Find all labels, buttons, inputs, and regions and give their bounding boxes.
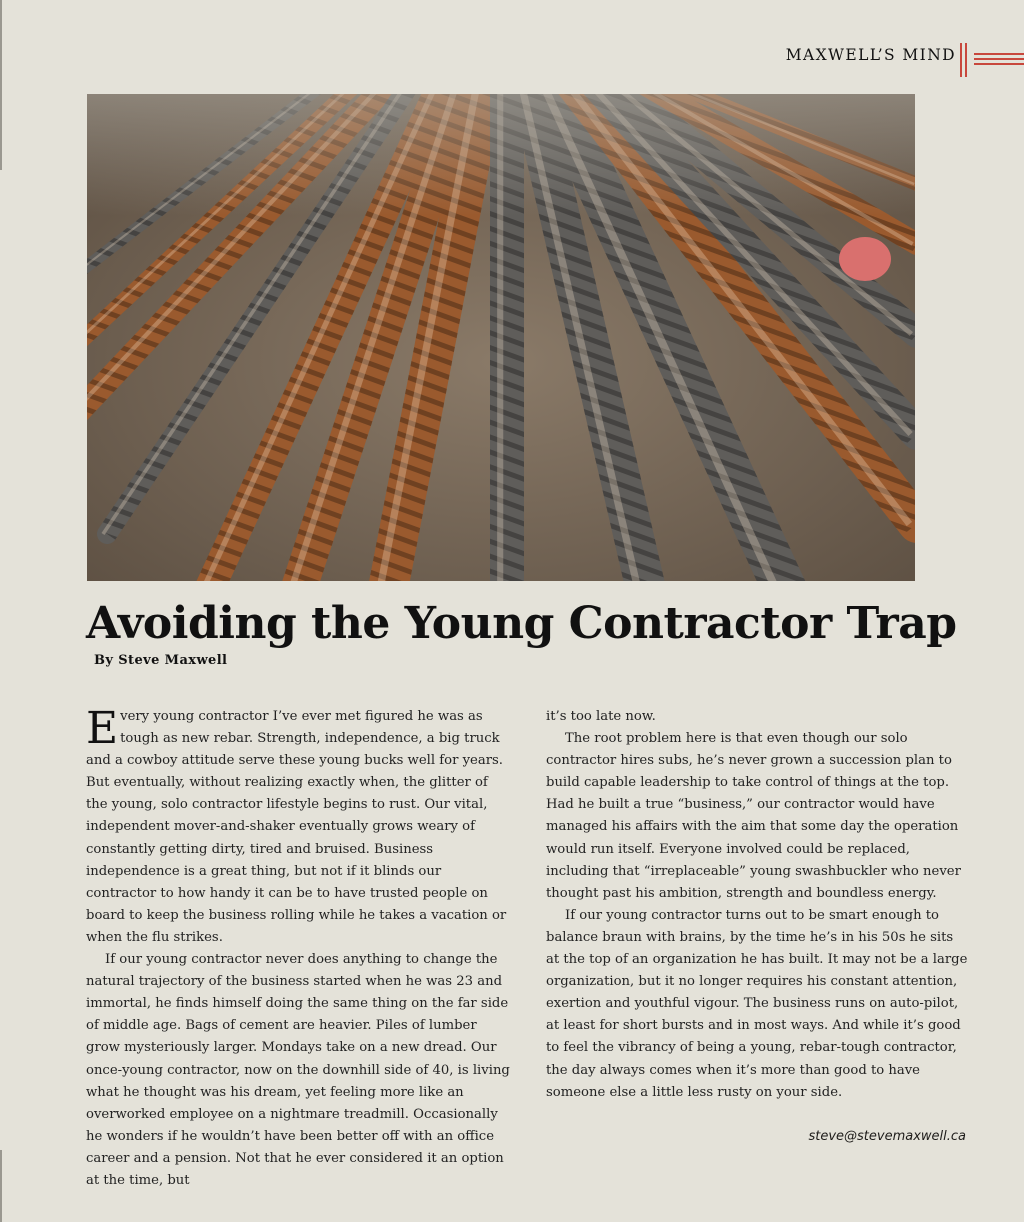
header-accent-bars bbox=[960, 43, 970, 77]
page-edge-mark-bottom bbox=[0, 1150, 2, 1222]
drop-cap: E bbox=[86, 703, 119, 754]
hero-image bbox=[87, 94, 915, 581]
author-email[interactable]: steve@stevemaxwell.ca bbox=[808, 1129, 966, 1144]
rebar-photo bbox=[87, 94, 915, 581]
article-paragraph: The root problem here is that even though our solo contractor hires subs, he’s never grown a succession plan to build capable leadership to take control of things at the top. Had he built a true “business,” our contractor would have managed his affairs with the aim that some day the operation would run itself. Everyone involved could be replaced, including that “irreplaceable” young swashbuckler who never thought past his ambition, strength and boundless energy. bbox=[546, 731, 961, 901]
article-paragraph: it’s too late now. bbox=[546, 709, 656, 724]
article-paragraph bbox=[86, 703, 510, 949]
paragraph-text: very young contractor I’ve ever met figured he was as tough as new rebar. Strength, independence, a big truck and a cowboy attitude serve these young bucks well for years. But eventually, without realizing exactly when, the glitter of the young, solo contractor lifestyle begins to rust. Our vital, independent mover-and-shaker eventually grows weary of constantly getting dirty, tired and bruised. Business independence is a great thing, but not if it blinds our contractor to how handy it can be to have trusted people on board to keep the business rolling while he takes a vacation or when the flu strikes. bbox=[86, 709, 507, 945]
article-paragraph: If our young contractor turns out to be smart enough to balance braun with brains, by the time he’s in his 50s he sits at the top of an organization he has built. It may not be a large organization, but it no longer requires his constant attention, exertion and youthful vigour. The business runs on auto-pilot, at least for short bursts and in most ways. And while it’s good to feel the vibrancy of being a young, rebar-tough contractor, the day always comes when it’s more than good to have someone else a little less rusty on your side. bbox=[546, 907, 968, 1100]
article-column-left bbox=[86, 703, 510, 1192]
article-column-right bbox=[546, 706, 968, 1104]
section-header: MAXWELL’S MIND bbox=[785, 46, 956, 64]
page-edge-mark-top bbox=[0, 0, 2, 170]
article-byline: By Steve Maxwell bbox=[94, 653, 228, 668]
header-accent-rule bbox=[974, 53, 1024, 65]
article-title: Avoiding the Young Contractor Trap bbox=[86, 598, 957, 649]
article-paragraph: If our young contractor never does anything to change the natural trajectory of the business started when he was 23 and immortal, he finds himself doing the same thing on the far side of middle age. Bags of cement are heavier. Piles of lumber grow mysteriously larger. Mondays take on a new dread. Our once-young contractor, now on the downhill side of 40, is living what he thought was his dream, yet feeling more like an overworked employee on a nightmare treadmill. Occasionally he wonders if he wouldn’t have been better off with an office career and a pension. Not that he ever considered it an option at the time, but bbox=[86, 952, 510, 1188]
